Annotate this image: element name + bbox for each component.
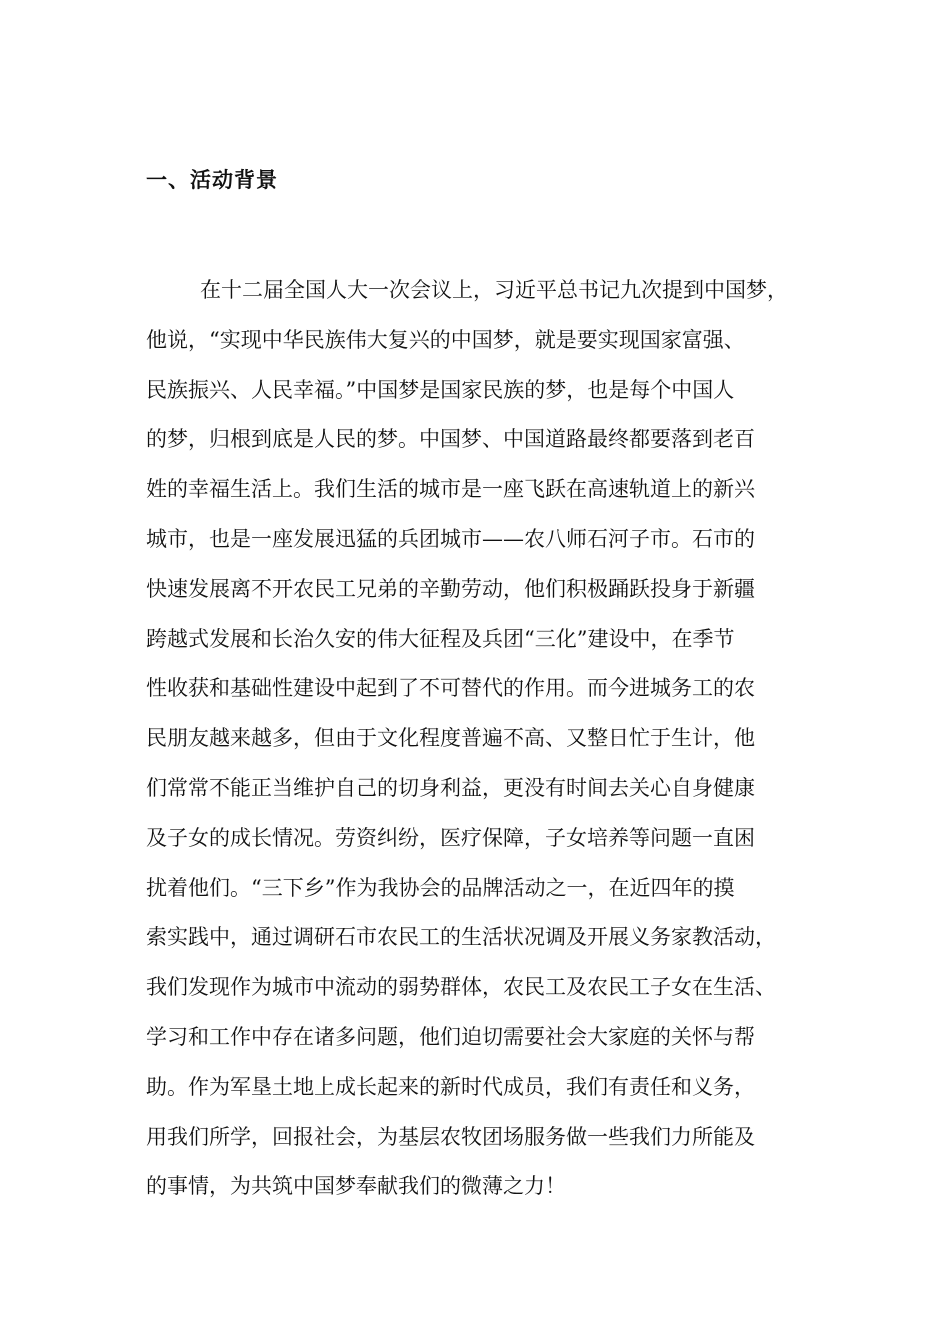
paragraph-line: 们常常不能正当维护自己的切身利益，更没有时间去关心自身健康 [146,775,755,800]
body-paragraph [146,274,836,1220]
section-heading: 一、活动背景 [146,167,278,192]
paragraph-line: 及子女的成长情况。劳资纠纷，医疗保障，子女培养等问题一直困 [146,825,755,850]
paragraph-line: 扰着他们。“三下乡”作为我协会的品牌活动之一，在近四年的摸 [146,875,735,900]
paragraph-line: 姓的幸福生活上。我们生活的城市是一座飞跃在高速轨道上的新兴 [146,477,755,502]
paragraph-line: 他说，“实现中华民族伟大复兴的中国梦，就是要实现国家富强、 [146,327,745,352]
paragraph-line: 跨越式发展和长治久安的伟大征程及兵团“三化”建设中，在季节 [146,626,735,651]
paragraph-line: 在十二届全国人大一次会议上，习近平总书记九次提到中国梦， [200,278,788,302]
paragraph-line: 民朋友越来越多，但由于文化程度普遍不高、又整日忙于生计，他 [146,726,755,751]
paragraph-line: 学习和工作中存在诸多问题，他们迫切需要社会大家庭的关怀与帮 [146,1024,755,1049]
paragraph-line: 城市，也是一座发展迅猛的兵团城市——农八师石河子市。石市的 [146,526,755,551]
paragraph-line: 索实践中，通过调研石市农民工的生活状况调及开展义务家教活动， [146,925,776,950]
paragraph-line: 民族振兴、人民幸福。”中国梦是国家民族的梦，也是每个中国人 [146,377,735,402]
paragraph-line: 快速发展离不开农民工兄弟的辛勤劳动，他们积极踊跃投身于新疆 [146,576,755,601]
paragraph-line: 用我们所学，回报社会，为基层农牧团场服务做一些我们力所能及 [146,1124,755,1149]
paragraph-line: 性收获和基础性建设中起到了不可替代的作用。而今进城务工的农 [146,676,755,701]
paragraph-line: 的梦，归根到底是人民的梦。中国梦、中国道路最终都要落到老百 [146,427,755,452]
paragraph-line: 我们发现作为城市中流动的弱势群体，农民工及农民工子女在生活、 [146,975,776,1000]
paragraph-line: 的事情，为共筑中国梦奉献我们的微薄之力！ [146,1174,566,1199]
paragraph-line: 助。作为军垦土地上成长起来的新时代成员，我们有责任和义务， [146,1074,755,1099]
